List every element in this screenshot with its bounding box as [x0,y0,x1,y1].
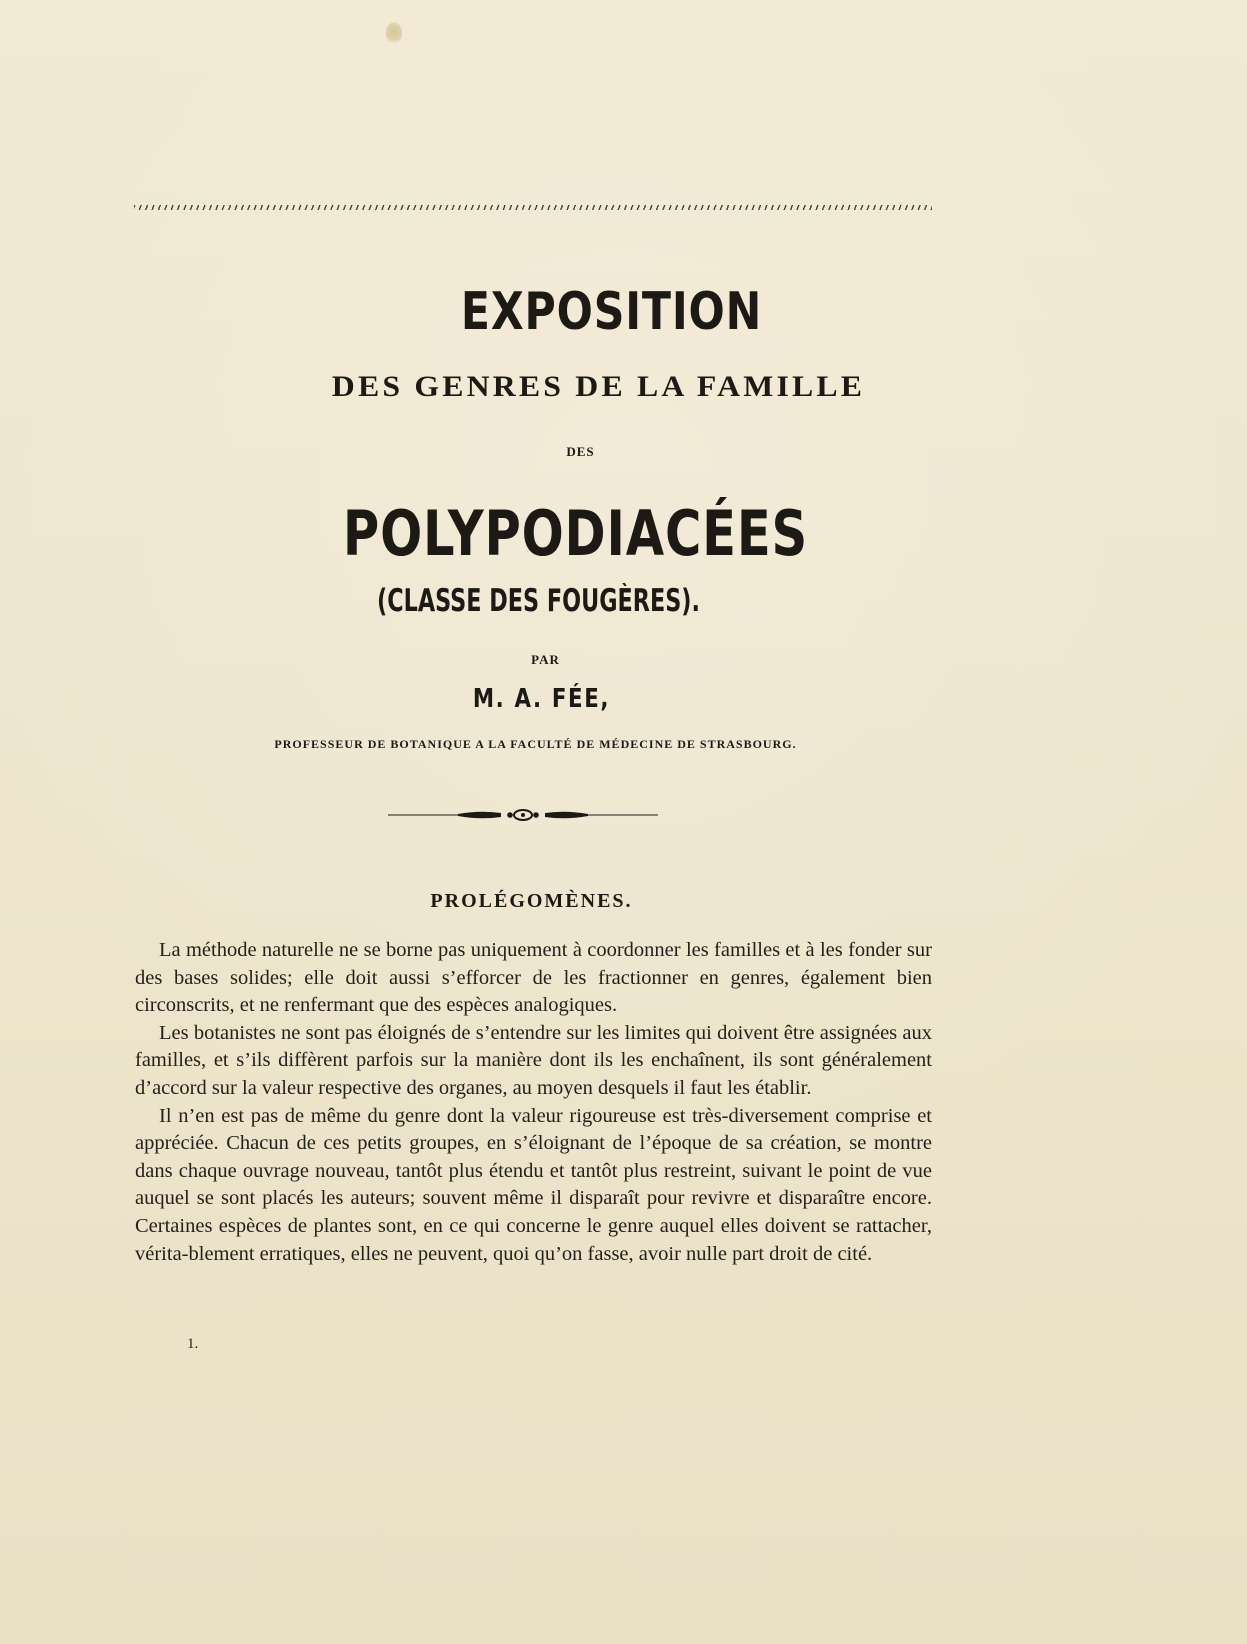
paragraph: Il n’en est pas de même du genre dont la valeur rigoureuse est très-diversement comprise et appréciée. Chacun de ces petits groupes, en s’éloignant de l’époque de sa création, se montre dans chaque ouvrage nouveau, tantôt plus étendu et tantôt plus restreint, suivant le point de vue auquel se sont placés les auteurs; souvent même il disparaît pour revivre et disparaître encore. Certaines espèces de plantes sont, en ce qui concerne le genre auquel elles doivent se rattacher, vérita-blement erratiques, elles ne peuvent, quoi qu’on fasse, avoir nulle part droit de cité. [135,1104,932,1265]
top-decorative-rule [134,205,932,210]
title-polypodiacees: POLYPODIACÉES [342,497,809,570]
title-exposition: EXPOSITION [460,282,763,342]
title-des: DES [566,444,595,459]
title-classe: (CLASSE DES FOUGÈRES). [377,583,700,619]
paragraph: La méthode naturelle ne se borne pas uniquement à coordonner les familles et à les fonder sur des bases solides; elle doit aussi s’efforcer de les fractionner en genres, également bien circonscrits, et ne renfermant que des espèces analogiques. [135,939,932,1017]
body-text [135,937,932,1268]
paragraph: Les botanistes ne sont pas éloignés de s’entendre sur les limites qui doivent être assignées aux familles, et s’ils diffèrent parfois sur la manière dont ils les enchaînent, ils sont généralement d’accord sur la valeur respective des organes, au moyen desquels il faut les établir. [135,1021,932,1099]
author-affiliation: PROFESSEUR DE BOTANIQUE A LA FACULTÉ DE MÉDECINE DE STRASBOURG. [274,737,797,751]
section-heading: PROLÉGOMÈNES. [430,890,633,912]
title-des-genres: DES GENRES DE LA FAMILLE [331,370,866,403]
by-label: PAR [531,652,560,667]
author-name: M. A. FÉE, [472,684,611,714]
paper-stain [386,22,402,44]
signature-mark: 1. [187,1336,199,1352]
ornament-divider [388,808,658,822]
